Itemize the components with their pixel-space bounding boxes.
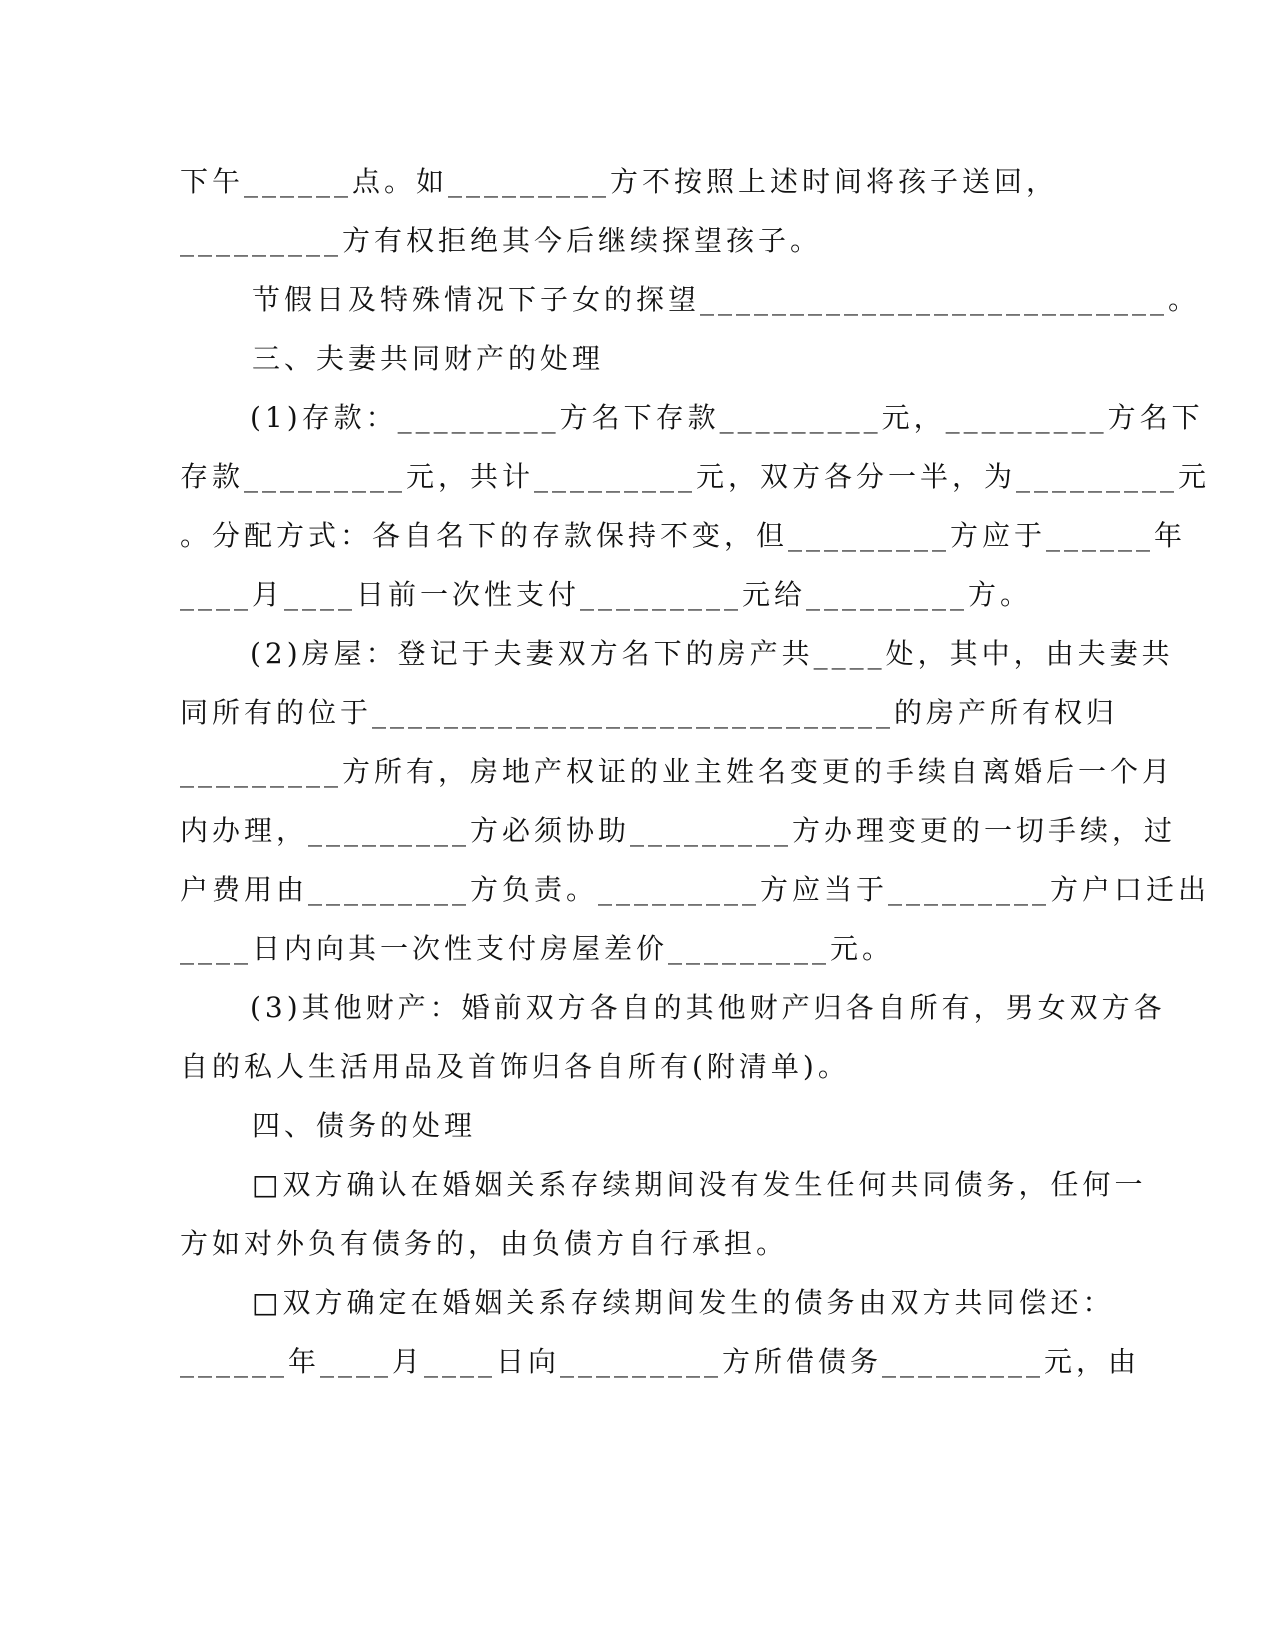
text-line-12: 内办理，_________方必须协助_________方办理变更的一切手续，过: [180, 814, 1177, 847]
text-line-20: □双方确定在婚姻关系存续期间发生的债务由双方共同偿还：: [252, 1286, 1115, 1319]
text-line-10: 同所有的位于_____________________________的房产所有权归: [180, 696, 1119, 729]
text-line-8: ____月____日前一次性支付_________元给_________方。: [180, 578, 1033, 611]
text-line-13: 户费用由_________方负责。_________方应当于_________方户口迁出: [180, 873, 1211, 906]
text-line-21: ______年____月____日向_________方所借债务_________元，由: [180, 1345, 1141, 1378]
text-line-11: _________方所有，房地产权证的业主姓名变更的手续自离婚后一个月: [180, 755, 1175, 788]
text-line-3: 节假日及特殊情况下子女的探望__________________________。: [252, 283, 1201, 316]
text-line-5: (1)存款：_________方名下存款_________元，_________方名下: [250, 401, 1204, 434]
text-line-2: _________方有权拒绝其今后继续探望孩子。: [180, 224, 823, 257]
text-line-16: 自的私人生活用品及首饰归各自所有(附清单)。: [180, 1050, 850, 1083]
text-line-9: (2)房屋：登记于夫妻双方名下的房产共____处，其中，由夫妻共: [250, 637, 1174, 670]
text-line-1: 下午______点。如_________方不按照上述时间将孩子送回，: [180, 165, 1059, 198]
section-heading-4: 四、债务的处理: [252, 1109, 477, 1142]
text-line-7: 。分配方式：各自名下的存款保持不变，但_________方应于______年: [180, 519, 1187, 552]
text-line-18: □双方确认在婚姻关系存续期间没有发生任何共同债务，任何一: [252, 1168, 1147, 1201]
text-line-19: 方如对外负有债务的，由负债方自行承担。: [180, 1227, 789, 1260]
text-line-6: 存款_________元，共计_________元，双方各分一半，为_________元: [180, 460, 1211, 493]
section-heading-3: 三、夫妻共同财产的处理: [252, 342, 605, 375]
text-line-14: ____日内向其一次性支付房屋差价_________元。: [180, 932, 895, 965]
text-line-15: (3)其他财产：婚前双方各自的其他财产归各自所有，男女双方各: [250, 991, 1166, 1024]
